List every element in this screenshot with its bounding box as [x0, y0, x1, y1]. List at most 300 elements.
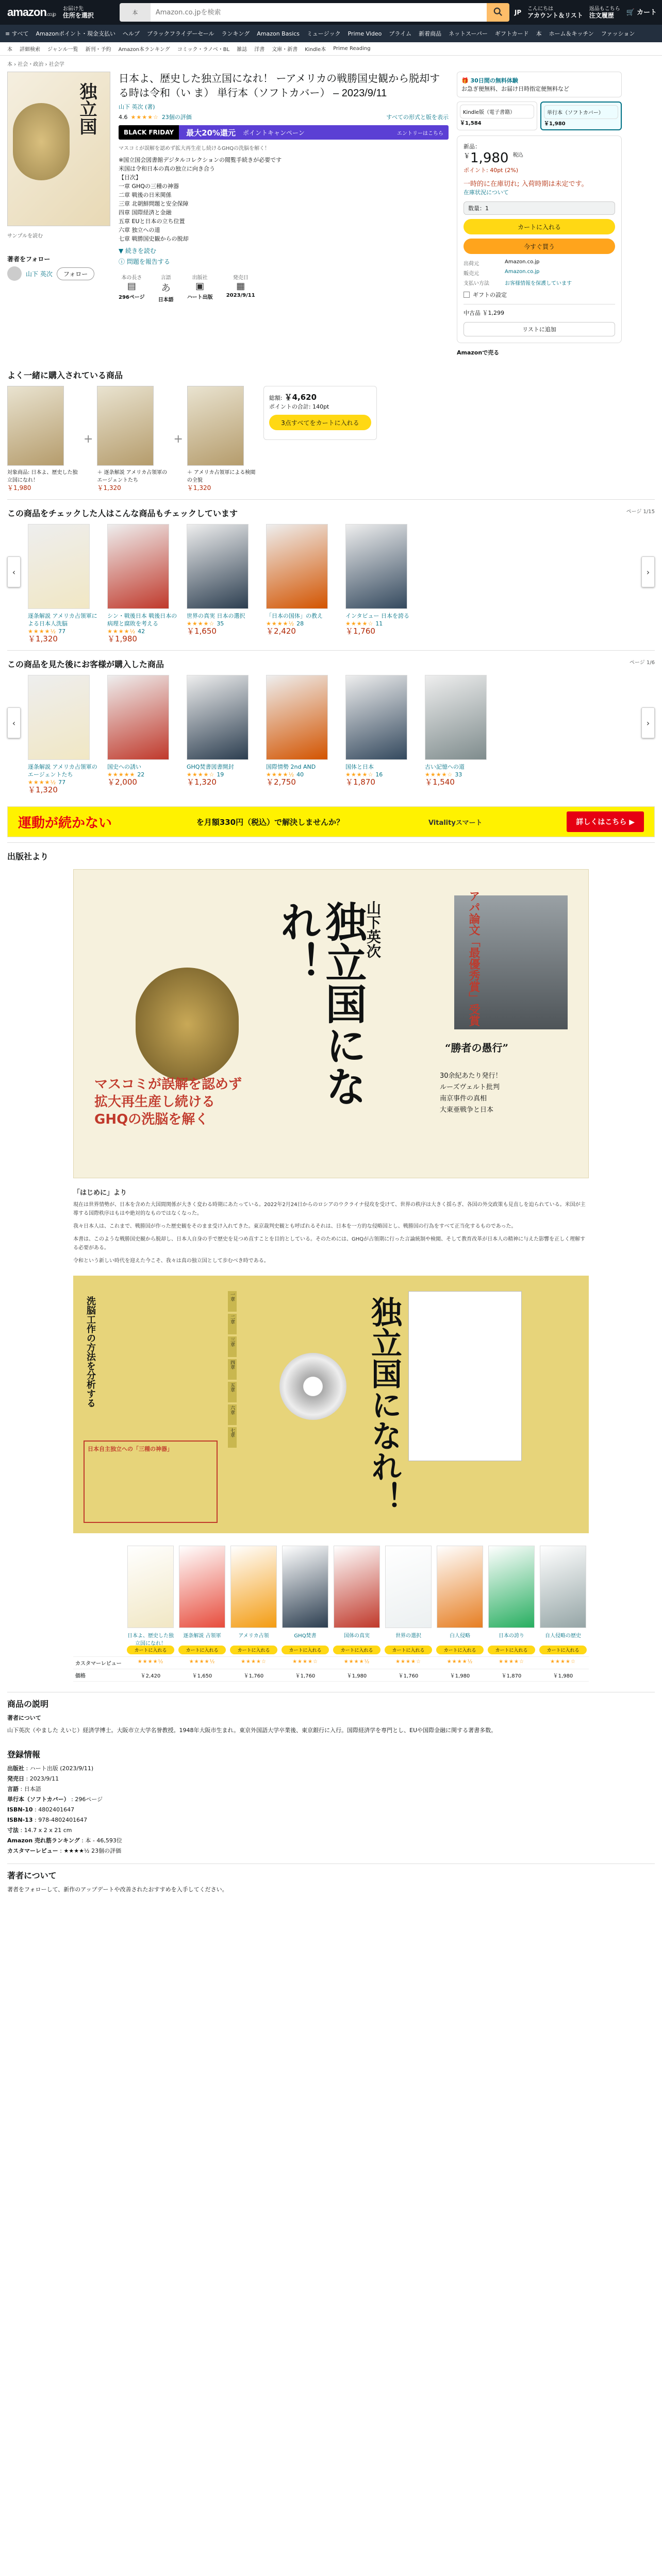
card-stars[interactable]: ★★★★☆	[345, 771, 374, 778]
card-cover[interactable]	[187, 675, 249, 760]
cmp-cover[interactable]	[488, 1546, 535, 1628]
hero-red-line1: マスコミが誤解を認めず	[94, 1077, 242, 1092]
format-kindle[interactable]	[457, 101, 537, 130]
cmp-cover[interactable]	[127, 1546, 174, 1628]
subnav-item[interactable]: ランキング	[221, 30, 250, 37]
card-title[interactable]: GHQ焚書図書開封	[187, 764, 234, 770]
ship-from-value: Amazon.co.jp	[505, 259, 540, 265]
essay-paragraph: 現在は世界情勢が、日本を含めた大国間関係が大きく変わる時期にあたっている。2022年2月24日からのロシアのウクライナ侵攻を受けて、世界の秩序は大きく揺らぎ、各国の外交政策も見直しを迫られている。米国が主導する国際秩序はもはや絶対的なものではなくなった。	[73, 1202, 586, 1216]
cmp-cover[interactable]	[540, 1546, 586, 1628]
book-cover-image[interactable]	[7, 72, 110, 226]
all-formats-link[interactable]: すべての形式と版を表示	[386, 114, 449, 121]
cmp-cover[interactable]	[230, 1546, 277, 1628]
prime-trial-title: 🎁 30日間の無料体験	[461, 77, 518, 84]
card-title[interactable]: 国際情勢 2nd AND	[266, 764, 316, 770]
subnav-item[interactable]: Amazon Basics	[257, 30, 300, 37]
rating-value: 4.6	[119, 113, 128, 121]
card-review-count[interactable]: 22	[137, 771, 145, 778]
card-title[interactable]: 国史への誘い	[107, 764, 141, 770]
fbt-item-price: ￥1,320	[187, 484, 211, 492]
fbt-add-all-button[interactable]: 3点すべてをカートに入れる	[269, 415, 371, 430]
detail-row: 出版社 : ハート出版 (2023/9/11)	[7, 1765, 94, 1772]
catbar-item[interactable]: 雑誌	[237, 47, 247, 53]
cmp-title[interactable]: GHQ焚書	[294, 1633, 317, 1639]
gift-option[interactable]	[464, 291, 615, 299]
subnav-item[interactable]: ファッション	[601, 30, 635, 37]
details-heading: 登録情報	[7, 1751, 41, 1759]
subnav-item[interactable]: ≡ すべて	[5, 30, 29, 37]
top-navbar	[0, 0, 662, 25]
product-card[interactable]	[266, 524, 338, 643]
cmp-price: ￥2,420	[125, 1669, 176, 1682]
card-stars[interactable]: ★★★★½	[28, 779, 57, 786]
subnav-item[interactable]: ギフトカード	[494, 30, 529, 37]
cmp-price: ￥1,760	[228, 1669, 279, 1682]
chapter-item: 二章	[228, 1314, 237, 1334]
detail-value: 296ページ	[75, 1796, 103, 1803]
cmp-header-empty	[73, 1544, 125, 1657]
card-title[interactable]: 「日本の国体」の教え	[266, 613, 323, 619]
card-price: ￥2,000	[107, 777, 137, 787]
cmp-title[interactable]: 国体の真実	[344, 1633, 370, 1639]
orders-link[interactable]	[589, 6, 620, 19]
search-button[interactable]	[487, 3, 509, 22]
description-sub: 著者について	[7, 1715, 41, 1721]
publisher-hero-image	[73, 869, 589, 1178]
card-title[interactable]: 逐条解説 アメリカ占領軍のエージェントたち	[28, 764, 97, 778]
detail-key: 出版社	[7, 1765, 24, 1772]
vitality-ad-banner[interactable]	[7, 806, 655, 837]
cmp-add-to-cart-button[interactable]: カートに入れる	[230, 1646, 277, 1654]
black-friday-banner[interactable]	[119, 125, 449, 140]
essay-paragraph: 令和という新しい時代を迎えた今こそ、我々は真の独立国として歩むべき時である。	[73, 1258, 269, 1264]
author-avatar	[7, 266, 22, 281]
chapter-item: 一章	[228, 1291, 237, 1312]
format-kindle-label: Kindle版（電子書籍）	[460, 105, 534, 118]
description-line: 四章 国際経済と金融	[119, 209, 172, 216]
chapter-item: 五章	[228, 1382, 237, 1402]
catbar-item[interactable]: 新刊・予約	[85, 47, 111, 53]
read-more-link[interactable]: ▼ 続きを読む	[119, 247, 157, 255]
fbt-item[interactable]	[187, 386, 259, 492]
card-price: ￥1,650	[187, 626, 217, 636]
card-review-count[interactable]: 77	[58, 628, 66, 635]
cmp-column	[434, 1544, 486, 1657]
prime-trial-box[interactable]	[457, 72, 622, 97]
detail-key: 寸法	[7, 1827, 19, 1834]
rating-count-link[interactable]: 23個の評価	[161, 114, 192, 121]
card-review-count[interactable]: 33	[455, 771, 462, 778]
catbar-item[interactable]: 本	[7, 47, 12, 53]
detail-row: 発売日 : 2023/9/11	[7, 1775, 59, 1782]
product-card[interactable]	[107, 524, 179, 643]
account-line2: アカウント＆リスト	[527, 12, 583, 19]
card-price: ￥1,540	[425, 777, 455, 787]
cmp-title[interactable]: 日本よ、歴史した独立国になれ！	[127, 1633, 174, 1646]
cmp-title[interactable]: 自人侵略の歴史	[545, 1633, 581, 1639]
attribute-label: 発売日	[233, 275, 249, 281]
catbar-item[interactable]: 洋書	[254, 47, 265, 53]
cmp-cover[interactable]	[282, 1546, 328, 1628]
quantity-select[interactable]: 数量：1	[464, 201, 615, 215]
cmp-add-to-cart-button[interactable]: カートに入れる	[436, 1646, 484, 1654]
author-link[interactable]: 山下 英次	[26, 270, 53, 278]
card-cover[interactable]	[266, 524, 328, 609]
card-cover[interactable]	[345, 524, 407, 609]
fbt-total-box	[263, 386, 377, 440]
product-card[interactable]	[345, 524, 418, 643]
bf-percent: 最大20%還元	[186, 128, 236, 138]
description-text: 山下英次（やました えいじ）経済学博士。大阪市立大学名誉教授。1948年大阪市生まれ。東京外国語大学卒業後、東京銀行に入行。国際経済学を専門とし、EUや国際金融に関する著書多数。	[7, 1727, 497, 1734]
cmp-column	[279, 1544, 331, 1657]
add-to-cart-button[interactable]: カートに入れる	[464, 219, 615, 234]
fbt-cover[interactable]	[187, 386, 244, 466]
catbar-item[interactable]: 詳細検索	[20, 47, 40, 53]
fbt-item-title: 対象商品: 日本よ、歴史した独立国になれ！	[7, 470, 78, 483]
card-cover[interactable]	[28, 675, 90, 760]
card-stars[interactable]: ★★★★☆	[425, 771, 453, 778]
cmp-add-to-cart-button[interactable]: カートに入れる	[178, 1646, 226, 1654]
card-title[interactable]: 古い記憶への道	[425, 764, 465, 770]
breadcrumb[interactable]: 本 › 社会・政治 › 社会学	[7, 62, 64, 67]
fbt-item-title: ＋ 逐条解説 アメリカ占領軍のエージェントたち	[97, 470, 168, 483]
card-title[interactable]: シン・戦後日本 戦後日本の病理と腐敗を考える	[107, 613, 177, 627]
aplus2-box: 日本自主独立への「三種の神器」	[84, 1440, 218, 1523]
about-author-heading: 著者について	[7, 1872, 57, 1880]
fbt-item-title: ＋ アメリカ占領軍による検閲の全貌	[187, 470, 256, 483]
card-review-count[interactable]: 11	[375, 620, 383, 627]
card-cover[interactable]	[266, 675, 328, 760]
price-symbol: ￥	[464, 152, 471, 160]
detail-value: 2023/9/11	[29, 1775, 59, 1782]
seller-link[interactable]: Amazon.co.jp	[505, 269, 540, 275]
card-price: ￥1,320	[28, 634, 58, 643]
ad-cta-button[interactable]: 詳しくはこちら ▶	[567, 811, 644, 832]
description-line: ※国立国会図書館デジタルコレクションの閲覧手続きが必要です	[119, 157, 282, 163]
plus-icon: +	[84, 432, 93, 446]
product-card[interactable]	[345, 675, 418, 794]
cmp-add-to-cart-button[interactable]: カートに入れる	[333, 1646, 380, 1654]
cmp-stars[interactable]: ★★★★☆	[279, 1657, 331, 1669]
account-line1: こんにちは	[527, 6, 554, 12]
account-menu[interactable]	[527, 6, 583, 19]
deliver-to[interactable]	[63, 6, 114, 20]
card-review-count[interactable]: 28	[296, 620, 304, 627]
product-card[interactable]	[28, 675, 100, 794]
logo-suffix: .co.jp	[46, 12, 56, 18]
catbar-item[interactable]: コミック・ラノベ・BL	[177, 47, 230, 53]
from-publisher	[0, 850, 662, 1682]
cmp-add-to-cart-button[interactable]: カートに入れる	[385, 1646, 432, 1654]
card-price: ￥1,980	[107, 634, 137, 643]
card-cover[interactable]	[107, 675, 169, 760]
description-line: 五章 EUと日本の立ち位置	[119, 218, 185, 225]
cmp-price: ￥1,650	[176, 1669, 228, 1682]
cmp-price: ￥1,760	[383, 1669, 434, 1682]
product-card[interactable]	[187, 524, 259, 643]
detail-key: Amazon 売れ筋ランキング	[7, 1837, 80, 1844]
cmp-add-to-cart-button[interactable]: カートに入れる	[127, 1646, 174, 1654]
catbar-item[interactable]: ジャンル一覧	[47, 47, 78, 53]
card-review-count[interactable]: 16	[375, 771, 383, 778]
search-bar	[120, 3, 509, 22]
cmp-title[interactable]: 白人侵略	[450, 1633, 470, 1639]
fbt-item[interactable]	[97, 386, 169, 492]
search-category-select[interactable]: 本	[120, 3, 151, 22]
card-cover[interactable]	[425, 675, 487, 760]
catbar-item[interactable]: Amazon本ランキング	[118, 47, 170, 53]
cmp-stars[interactable]: ★★★★☆	[486, 1657, 537, 1669]
description-line: 二章 戦後の日米関係	[119, 192, 172, 198]
card-stars[interactable]: ★★★★½	[28, 628, 57, 635]
detail-row: ISBN-13 : 978-4802401647	[7, 1817, 88, 1823]
fbt-item[interactable]	[7, 386, 79, 492]
card-price: ￥1,870	[345, 777, 375, 787]
card-title[interactable]: 世界の真実 日本の選択	[187, 613, 245, 619]
logo-text: amazon	[7, 6, 46, 19]
rating-stars[interactable]: ★★★★☆	[130, 113, 159, 121]
cmp-stars[interactable]: ★★★★½	[434, 1657, 486, 1669]
product-card[interactable]	[266, 675, 338, 794]
cmp-cover[interactable]	[179, 1546, 225, 1628]
fbt-total-points: ポイントの合計: 140pt	[269, 403, 329, 410]
fbt-item-price: ￥1,980	[7, 484, 31, 492]
card-review-count[interactable]: 19	[217, 771, 224, 778]
follow-button[interactable]: フォロー	[57, 267, 94, 280]
card-cover[interactable]	[28, 524, 90, 609]
also-viewed-section	[0, 500, 662, 650]
cmp-add-to-cart-button[interactable]: カートに入れる	[282, 1646, 329, 1654]
card-stars[interactable]: ★★★★½	[266, 771, 295, 778]
also-viewed-page: ページ 1/15	[626, 509, 655, 515]
cmp-title[interactable]: 世界の選択	[395, 1633, 421, 1639]
cmp-rating-label: カスタマーレビュー	[73, 1657, 125, 1669]
chapter-item: 三章	[228, 1336, 237, 1357]
card-title[interactable]: インタビュー 日本を誇る	[345, 613, 410, 619]
description-line: 七章 戦勝国史観からの脱却	[119, 235, 189, 242]
payment-link[interactable]: お客様情報を保護しています	[505, 281, 572, 286]
carousel-prev-button[interactable]: ‹	[7, 707, 21, 738]
card-price: ￥1,760	[345, 626, 375, 636]
orders-line2: 注文履歴	[589, 12, 614, 19]
follow-author-heading: 著者をフォロー	[7, 256, 51, 263]
card-price: ￥2,750	[266, 777, 296, 787]
detail-key: 単行本（ソフトカバー）	[7, 1796, 70, 1803]
subnav-item[interactable]: ヘルプ	[122, 30, 140, 37]
product-details-section	[0, 1743, 662, 1863]
cmp-column	[125, 1544, 176, 1657]
format-paperback[interactable]	[540, 101, 622, 130]
subnav-item[interactable]: 本	[536, 30, 542, 37]
cmp-stars[interactable]: ★★★★½	[331, 1657, 383, 1669]
catbar-item[interactable]: 文庫・新書	[272, 47, 298, 53]
sell-on-amazon[interactable]: Amazonで売る	[457, 349, 500, 356]
carousel-prev-button[interactable]: ‹	[7, 556, 21, 587]
detail-value: 14.7 x 2 x 21 cm	[24, 1827, 72, 1834]
cmp-title[interactable]: 逐条解説 占領軍	[183, 1633, 221, 1639]
essay-paragraph: 我々日本人は、これまで、戦勝国が作った歴史観をそのまま受け入れてきた。東京裁判史観とも呼ばれるそれは、日本を一方的な侵略国とし、戦勝国の行為をすべて正当化するものであった。	[73, 1224, 517, 1229]
cmp-add-to-cart-button[interactable]: カートに入れる	[488, 1646, 535, 1654]
card-stars[interactable]: ★★★★★	[107, 771, 136, 778]
hero-title: 独立国になれ！	[273, 901, 367, 1107]
carousel-next-button[interactable]: ›	[641, 707, 655, 738]
author-byline[interactable]: 山下 英次 (著)	[119, 104, 155, 110]
catbar-item[interactable]: Prime Reading	[333, 46, 371, 52]
card-stars[interactable]: ★★★★½	[266, 620, 295, 627]
product-description	[119, 156, 449, 243]
detail-row: 言語 : 日本語	[7, 1786, 41, 1792]
format-selector	[457, 101, 622, 130]
deliver-line1: お届け先	[62, 6, 84, 12]
subnav-item[interactable]: Amazonポイント・現金支払い	[36, 30, 115, 37]
card-review-count[interactable]: 35	[217, 620, 224, 627]
subnav-item[interactable]: ホーム＆キッチン	[549, 30, 594, 37]
bf-cta: エントリーはこちら	[397, 130, 443, 137]
attribute	[158, 273, 174, 303]
format-paperback-price: ￥1,980	[544, 121, 566, 127]
description-line: 一章 GHQの三種の神器	[119, 183, 179, 190]
cmp-column	[486, 1544, 537, 1657]
cd-graphic	[279, 1353, 346, 1420]
attribute-label: 言語	[160, 275, 171, 281]
fbt-total-label: 総額:	[269, 395, 283, 401]
fbt-total-price: ￥4,620	[284, 393, 317, 402]
card-stars[interactable]: ★★★★☆	[345, 620, 374, 627]
prime-trial-text: お急ぎ便無料、お届け日時指定便無料など	[461, 86, 569, 92]
hero-red-line3: GHQの洗脳を解く	[94, 1112, 209, 1127]
detail-key: ISBN-10	[7, 1806, 33, 1813]
description-heading: 商品の説明	[7, 1700, 49, 1709]
buy-now-button[interactable]: 今すぐ買う	[464, 239, 615, 254]
aplus2-title: 独立国になれ！	[366, 1296, 402, 1513]
attribute-icon: ▦	[236, 281, 245, 292]
comparison-table	[73, 1544, 589, 1682]
fbt-heading: よく一緒に購入されている商品	[7, 371, 123, 380]
card-review-count[interactable]: 77	[58, 779, 66, 786]
card-review-count[interactable]: 40	[296, 771, 304, 778]
image-column	[7, 72, 110, 357]
card-stars[interactable]: ★★★★☆	[187, 771, 215, 778]
product-card[interactable]	[425, 675, 497, 794]
subnav-item[interactable]: プライム	[389, 30, 412, 37]
detail-value: 本 - 46,593位	[85, 1837, 122, 1844]
product-card[interactable]	[107, 675, 179, 794]
cmp-stars[interactable]: ★★★★½	[176, 1657, 228, 1669]
product-card[interactable]	[187, 675, 259, 794]
cmp-cover[interactable]	[437, 1546, 483, 1628]
cmp-stars[interactable]: ★★★★☆	[383, 1657, 434, 1669]
fbt-total-line	[269, 392, 371, 402]
card-cover[interactable]	[345, 675, 407, 760]
detail-row: ISBN-10 : 4802401647	[7, 1806, 75, 1813]
also-bought-heading: この商品を見た後にお客様が購入した商品	[7, 660, 164, 669]
format-paperback-label: 単行本（ソフトカバー）	[544, 105, 618, 119]
language-selector[interactable]: JP	[514, 8, 522, 16]
frequently-bought-together	[0, 362, 662, 499]
bf-tag: ポイントキャンペーン	[242, 129, 305, 137]
card-price: ￥1,320	[187, 777, 217, 787]
detail-key: 言語	[7, 1786, 19, 1792]
cmp-title[interactable]: 日本の誇り	[499, 1633, 524, 1639]
ad-headline: 運動が続かない	[18, 815, 112, 831]
card-title[interactable]: 逐条解説 アメリカ占領軍による日本人洗脳	[28, 613, 97, 627]
format-kindle-price: ￥1,584	[460, 121, 482, 126]
also-bought-page: ページ 1/6	[629, 660, 655, 666]
fbt-cover[interactable]	[7, 386, 64, 466]
carousel-next-button[interactable]: ›	[641, 556, 655, 587]
fbt-cover[interactable]	[97, 386, 154, 466]
card-review-count[interactable]: 42	[138, 628, 145, 635]
card-cover[interactable]	[107, 524, 169, 609]
detail-row: 寸法 : 14.7 x 2 x 21 cm	[7, 1827, 72, 1834]
cmp-cover[interactable]	[334, 1546, 380, 1628]
card-title[interactable]: 国体と日本	[345, 764, 374, 770]
used-offer[interactable]: 中古品 ￥1,299	[464, 304, 615, 317]
attribute-icon: ▤	[127, 281, 136, 292]
new-label: 新品：	[464, 143, 481, 150]
subnav-item[interactable]: Prime Video	[347, 30, 382, 37]
payment-label: 支払い方法	[464, 281, 489, 286]
subnav-item[interactable]: ブラックフライデーセール	[146, 30, 214, 37]
ad-brand: Vitalityスマート	[428, 819, 483, 827]
product-card[interactable]	[28, 524, 100, 643]
attribute	[226, 273, 255, 303]
aplus2-left-text: 洗脳工作の方法を分析する	[85, 1296, 96, 1408]
plus-icon: +	[173, 432, 183, 446]
detail-row: カスタマーレビュー : ★★★★½ 23個の評価	[7, 1848, 122, 1854]
detail-key: ISBN-13	[7, 1817, 33, 1823]
catbar-item[interactable]: Kindle本	[305, 47, 326, 53]
cmp-add-to-cart-button[interactable]: カートに入れる	[539, 1646, 587, 1654]
add-to-list-button[interactable]: リストに追加	[464, 322, 615, 336]
cmp-stars[interactable]: ★★★★☆	[228, 1657, 279, 1669]
attribute-label: 出版社	[192, 275, 208, 281]
cmp-title[interactable]: アメリカ占領	[238, 1633, 269, 1639]
card-stars[interactable]: ★★★★½	[107, 628, 136, 635]
subnav-item[interactable]: ミュージック	[307, 30, 341, 37]
about-author-text: 著者をフォローして、新作のアップデートや改善されたおすすめを入手してください。	[7, 1886, 228, 1893]
hero-sub-list	[440, 1071, 502, 1116]
also-bought-section	[0, 651, 662, 801]
price-value: 1,980	[470, 150, 509, 166]
detail-value: 978-4802401647	[38, 1817, 88, 1823]
subnav-item[interactable]: 新着商品	[419, 30, 442, 37]
cart-button[interactable]	[626, 6, 657, 19]
description-line: 米国は令和日本の真の独立に向き合う	[119, 165, 215, 172]
category-bar	[0, 42, 662, 56]
hero-quote: “勝者の愚行”	[445, 1042, 509, 1054]
search-input[interactable]	[151, 3, 487, 22]
see-sample-link[interactable]: サンプルを読む	[7, 233, 43, 239]
stock-info-link[interactable]: 在庫状況について	[464, 189, 509, 196]
cmp-stars[interactable]: ★★★★☆	[537, 1657, 589, 1669]
cmp-stars[interactable]: ★★★★½	[125, 1657, 176, 1669]
cmp-cover[interactable]	[385, 1546, 432, 1628]
card-stars[interactable]: ★★★★☆	[187, 620, 215, 627]
gift-checkbox[interactable]	[464, 292, 470, 298]
chapter-item: 七章	[228, 1427, 237, 1448]
amazon-logo[interactable]	[5, 6, 58, 19]
attribute-value: 296ページ	[119, 295, 145, 300]
subnav-item[interactable]: ネットスーパー	[449, 30, 488, 37]
card-cover[interactable]	[187, 524, 249, 609]
detail-value: 4802401647	[38, 1806, 75, 1813]
cover-title: 独立国	[76, 82, 97, 135]
hero-award: アパ論文「最優秀賞」受賞	[467, 890, 480, 1026]
report-issue-link[interactable]: ⓘ 問題を報告する	[119, 258, 170, 265]
product-info	[119, 72, 449, 357]
publisher-image-2	[73, 1276, 589, 1533]
